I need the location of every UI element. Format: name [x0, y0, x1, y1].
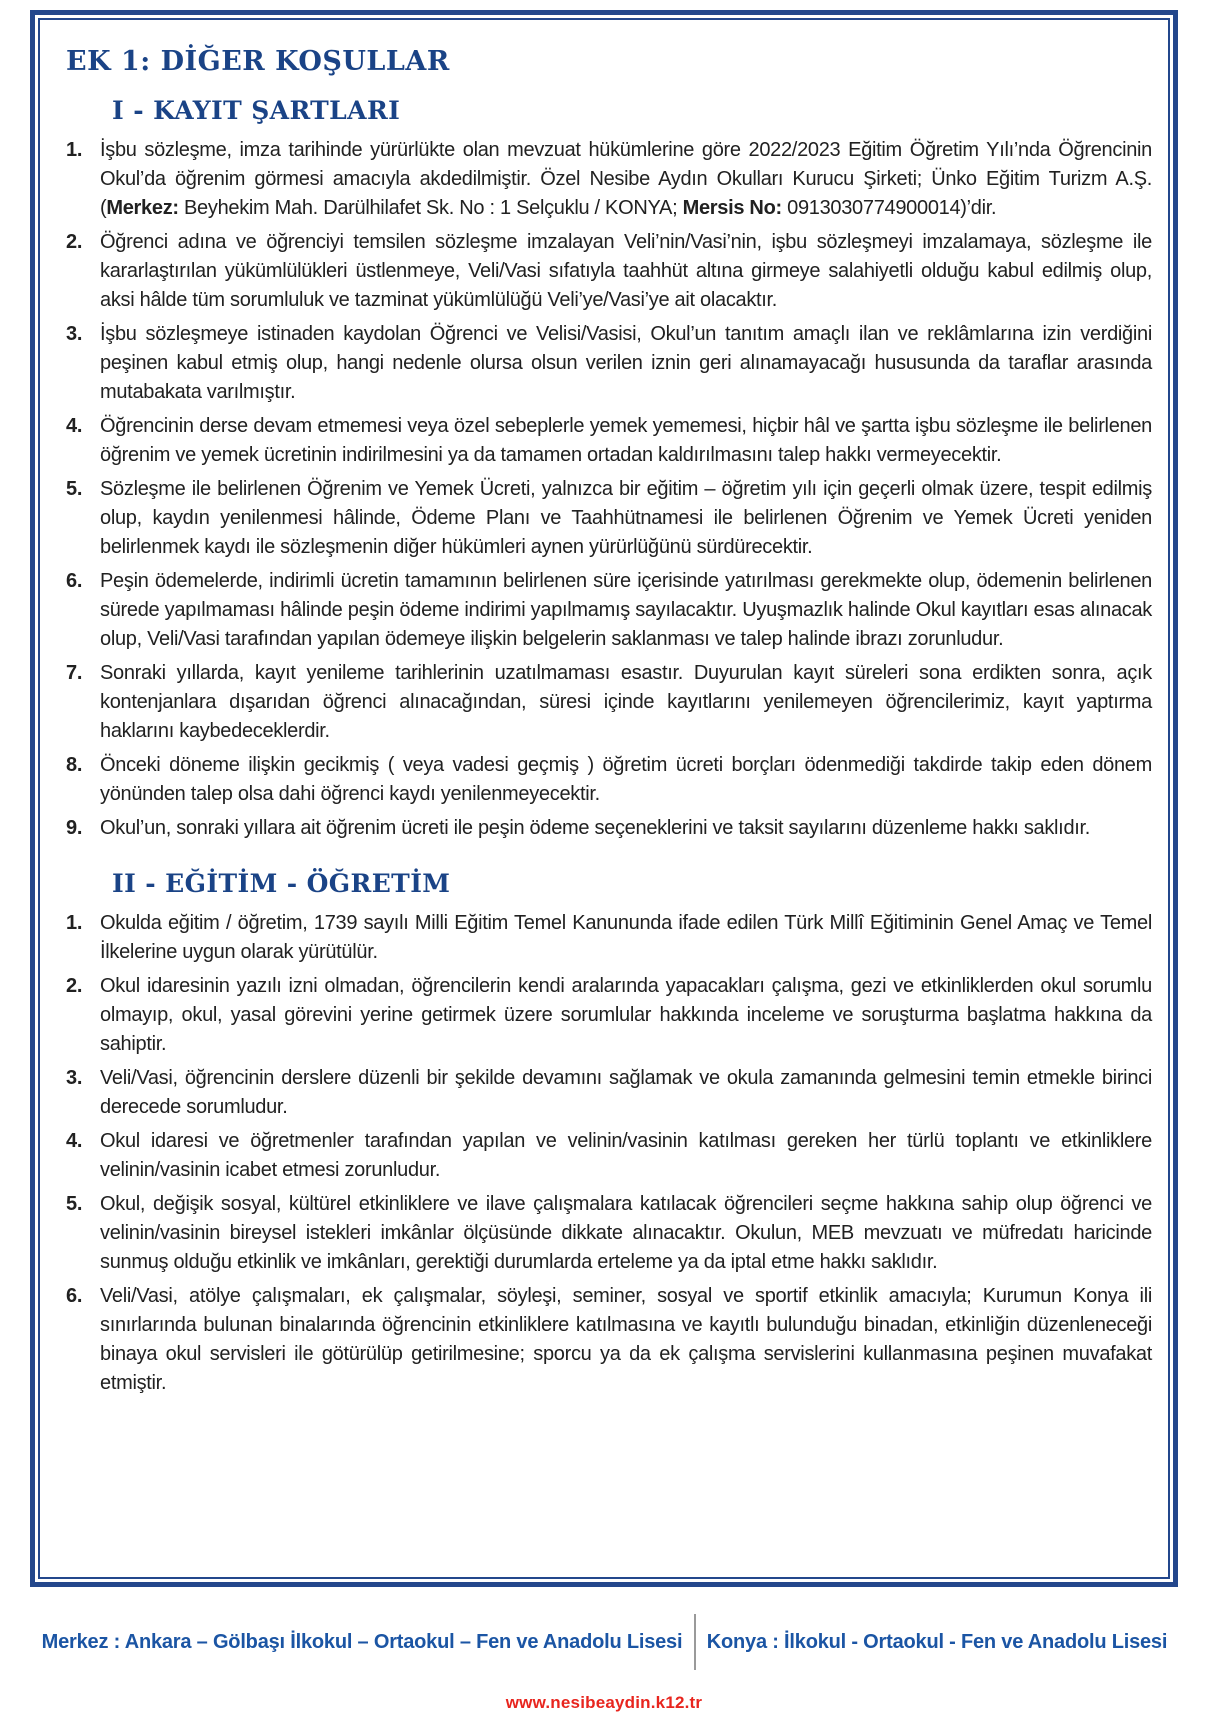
footer — [30, 1613, 1178, 1671]
list-item — [66, 1190, 1152, 1277]
footer-konya-text: Konya : İlkokul - Ortaokul - Fen ve Anadolu Lisesi — [706, 1630, 1168, 1653]
item-text: İşbu sözleşmeye istinaden kaydolan Öğrenci ve Velisi/Vasisi, Okul’un tanıtım amaçlı ilan ve reklâmlarına izin verdiğini peşinen kabul etmiş olup, hangi nedenle olursa olsun verilen iznin geri alınamayacağı hususunda da taraflar arasında mutabakata varılmıştır. — [100, 323, 1152, 403]
item-text: Okul idaresi ve öğretmenler tarafından yapılan ve velinin/vasinin katılması gereken her türlü toplantı ve etkinliklere velinin/vasinin icabet etmesi zorunludur. — [100, 1130, 1152, 1181]
item-number: 3. — [66, 1067, 83, 1089]
list-item — [66, 1064, 1152, 1122]
list-item — [66, 751, 1152, 809]
item-text: Okul, değişik sosyal, kültürel etkinliklere ve ilave çalışmalara katılacak öğrencileri seçme hakkına sahip olup öğrenci ve velinin/vasinin bireysel istekleri imkânlar ölçüsünde dikkate alınacaktır. Okulun, MEB mevzuatı ve müfredatı haricinde sunmuş olduğu etkinlik ve imkânları, gerektiği durumlarda erteleme ya da iptal etme hakkı saklıdır. — [100, 1193, 1152, 1273]
item-text: Veli/Vasi, atölye çalışmaları, ek çalışmalar, söyleşi, seminer, sosyal ve sportif etkinlik amacıyla; Kurumun Konya ili sınırlarında bulunan binalarında öğrencinin etkinliklere katılmasına ve kayıtlı bulunduğu binadan, etkinliğin düzenleneceği binaya okul servisleri ile götürülüp getirilmesine; sporcu ya da ek çalışma servislerini kullanmasına peşinen muvafakat etmiştir. — [100, 1285, 1152, 1394]
page-title: EK 1: DİĞER KOŞULLAR — [66, 46, 450, 77]
list-item — [66, 909, 1152, 967]
list-item — [66, 814, 1152, 843]
section-heading: II - EĞİTİM - ÖĞRETİM — [112, 869, 451, 898]
item-text: Okulda eğitim / öğretim, 1739 sayılı Milli Eğitim Temel Kanununda ifade edilen Türk Millî Eğitiminin Genel Amaç ve Temel İlkelerine uygun olarak yürütülür. — [100, 912, 1152, 963]
item-number: 4. — [66, 415, 83, 437]
item-number: 2. — [66, 231, 83, 253]
item-text: Sözleşme ile belirlenen Öğrenim ve Yemek Ücreti, yalnızca bir eğitim – öğretim yılı için geçerli olmak üzere, tespit edilmiş olup, kaydın yenilenmesi hâlinde, Ödeme Planı ve Taahhütnamesi ile belirlenen Öğrenim ve Yemek Ücreti yeniden belirlenmek kaydı ile sözleşmenin diğer hükümleri aynen yürürlüğünü sürdürecektir. — [100, 478, 1152, 558]
list-item — [66, 228, 1152, 315]
item-number: 6. — [66, 570, 83, 592]
section-heading: I - KAYIT ŞARTLARI — [112, 96, 401, 125]
list-item — [66, 659, 1152, 746]
list-item — [66, 136, 1152, 223]
section-items — [66, 136, 1152, 843]
item-number: 2. — [66, 975, 83, 997]
item-number: 5. — [66, 478, 83, 500]
item-number: 1. — [66, 912, 83, 934]
section-items — [66, 909, 1152, 1398]
sections — [66, 96, 1152, 1398]
item-text: Öğrencinin derse devam etmemesi veya özel sebeplerle yemek yememesi, hiçbir hâl ve şartta işbu sözleşme ile belirlenen öğrenim ve yemek ücretinin indirilmesini ya da tamamen ortadan kaldırılmasını talep hakkı vermeyecektir. — [100, 415, 1152, 466]
item-number: 8. — [66, 754, 83, 776]
list-item — [66, 475, 1152, 562]
item-text: İşbu sözleşme, imza tarihinde yürürlükte olan mevzuat hükümlerine göre 2022/2023 Eğitim Öğretim Yılı’nda Öğrencinin Okul’da öğrenim görmesi amacıyla akdedilmiştir. Özel Nesibe Aydın Okulları Kurucu Şirketi; Ünko Eğitim Turizm A.Ş. (Merkez: Beyhekim Mah. Darülhilafet Sk. No : 1 Selçuklu / KONYA; Mersis No: 0913030774900014)’dir. — [100, 139, 1152, 219]
item-text: Öğrenci adına ve öğrenciyi temsilen sözleşme imzalayan Veli’nin/Vasi’nin, işbu sözleşmeyi imzalamaya, sözleşme ile kararlaştırılan yükümlülükleri üstlenmeye, Veli/Vasi sıfatıyla taahhüt altına girmeye salahiyetli olduğu kabul edilmiş olup, aksi hâlde tüm sorumluluk ve tazminat yükümlülüğü Veli’ye/Vasi’ye ait olacaktır. — [100, 231, 1152, 311]
item-number: 4. — [66, 1130, 83, 1152]
item-number: 3. — [66, 323, 83, 345]
item-number: 7. — [66, 662, 83, 684]
item-number: 9. — [66, 817, 83, 839]
item-number: 6. — [66, 1285, 83, 1307]
item-text: Okul’un, sonraki yıllara ait öğrenim ücreti ile peşin ödeme seçeneklerini ve taksit sayılarını düzenleme hakkı saklıdır. — [100, 817, 1091, 839]
content-border — [30, 10, 1178, 1587]
list-item — [66, 1127, 1152, 1185]
document-section — [66, 869, 1152, 1398]
list-item — [66, 412, 1152, 470]
item-number: 5. — [66, 1193, 83, 1215]
list-item — [66, 972, 1152, 1059]
item-text: Önceki döneme ilişkin gecikmiş ( veya vadesi geçmiş ) öğretim ücreti borçları ödenmediği takdirde takip eden dönem yönünden talep olsa dahi öğrenci kaydı yenilenmeyecektir. — [100, 754, 1152, 805]
list-item — [66, 320, 1152, 407]
item-number: 1. — [66, 139, 83, 161]
website-url: www.nesibeaydin.k12.tr — [505, 1693, 703, 1712]
list-item — [66, 567, 1152, 654]
item-text: Veli/Vasi, öğrencinin derslere düzenli bir şekilde devamını sağlamak ve okula zamanında gelmesini temin etmekle birinci derecede sorumludur. — [100, 1067, 1152, 1118]
list-item — [66, 1282, 1152, 1398]
footer-merkez-text: Merkez : Ankara – Gölbaşı İlkokul – Ortaokul – Fen ve Anadolu Lisesi — [41, 1630, 683, 1653]
document-section — [66, 96, 1152, 843]
item-text: Okul idaresinin yazılı izni olmadan, öğrencilerin kendi aralarında yapacakları çalışma, gezi ve etkinliklerden okul sorumlu olmayıp, okul, yasal görevini yerine getirmek üzere sorumlular hakkında inceleme ve soruşturma başlatma hakkına da sahiptir. — [100, 975, 1152, 1055]
item-text: Sonraki yıllarda, kayıt yenileme tarihlerinin uzatılmaması esastır. Duyurulan kayıt süreleri sona erdikten sonra, açık kontenjanlara dışarıdan öğrenci alınacağından, süresi içinde kayıtlarını yenilemeyen öğrencilerimiz, kayıt yaptırma haklarını kaybedeceklerdir. — [100, 662, 1152, 742]
item-text: Peşin ödemelerde, indirimli ücretin tamamının belirlenen süre içerisinde yatırılması gerekmekte olup, ödemenin belirlenen sürede yapılmaması hâlinde peşin ödeme indirimi yapılmamış sayılacaktır. Uyuşmazlık halinde Okul kayıtları esas alınacak olup, Veli/Vasi tarafından yapılan ödemeye ilişkin belgelerin saklanması ve talep halinde ibrazı zorunludur. — [100, 570, 1152, 650]
content-area — [38, 18, 1170, 1579]
